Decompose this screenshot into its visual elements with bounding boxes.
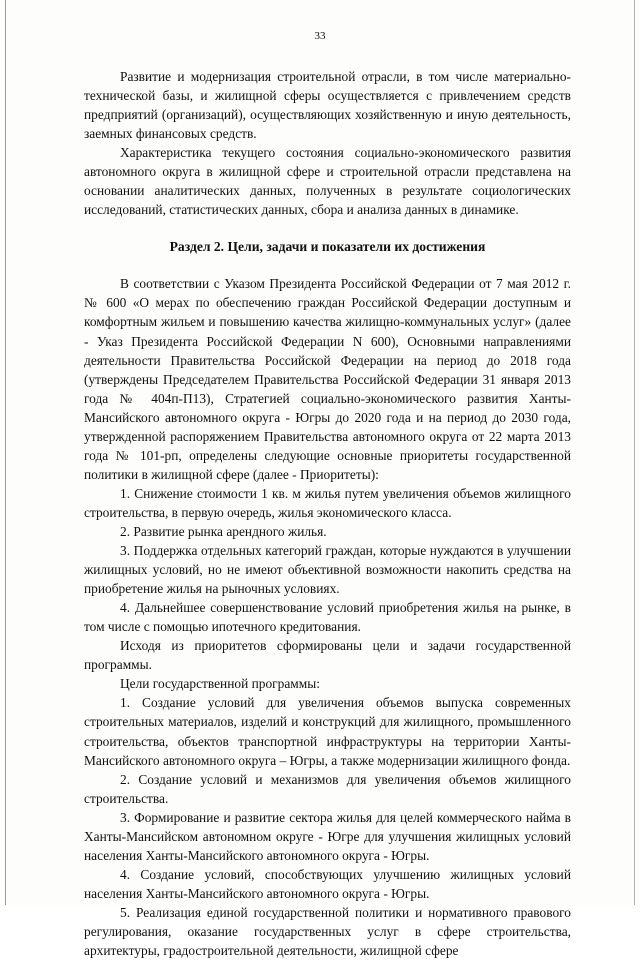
paragraph-decree: В соответствии с Указом Президента Российской Федерации от 7 мая 2012 г. № 600 «О мерах по обеспечению граждан Российской Федерации доступным и комфортным жильем и повышению качества жилищно-коммунальных услуг» (далее - Указ Президента Российской Федерации N 600), Основными направлениями деятельности Правительства Российской Федерации на период до 2018 года (утверждены Председателем Правительства Российской Федерации 31 января 2013 года № 404п-П13), Стратегией социально-экономического развития Ханты-Мансийского автономного округа - Югры до 2020 года и на период до 2030 года, утвержденной распоряжением Правительства автономного округа от 22 марта 2013 года № 101-рп, определены следующие основные приоритеты государственной политики в жилищной сфере (далее - Приоритеты): xyxy=(84,276,571,482)
scan-right-edge xyxy=(634,0,635,905)
goal-2: 2. Создание условий и механизмов для увеличения объемов жилищного строительства. xyxy=(84,771,571,806)
goal-3: 3. Формирование и развитие сектора жилья для целей коммерческого найма в Ханты-Мансийском автономном округе - Югре для улучшения жилищных условий населения Ханты-Мансийского автономного округа - Югры. xyxy=(84,809,571,863)
paragraph-goals-basis: Исходя из приоритетов сформированы цели и задачи государственной программы. xyxy=(84,638,571,673)
priority-4: 4. Дальнейшее совершенствование условий приобретения жилья на рынке, в том числе с помощью ипотечного кредитования. xyxy=(84,600,571,635)
goal-5: 5. Реализация единой государственной политики и нормативного правового регулирования, оказание государственных услуг в сфере строительства, архитектуры, градостроительной деятельности, жилищной сфере xyxy=(84,904,571,959)
page-number: 33 xyxy=(314,30,326,42)
goal-4: 4. Создание условий, способствующих улучшению жилищных условий населения Ханты-Мансийского автономного округа - Югры. xyxy=(84,866,571,901)
priority-3: 3. Поддержка отдельных категорий граждан, которые нуждаются в улучшении жилищных условий, но не имеют объективной возможности накопить средства на приобретение жилья на рыночных условиях. xyxy=(84,543,571,597)
document-body xyxy=(84,67,571,960)
intro-paragraph-1: Развитие и модернизация строительной отрасли, в том числе материально-технической базы, и жилищной сферы осуществляется с привлечением средств предприятий (организаций), осуществляющих хозяйственную и иную деятельность, заемных финансовых средств. xyxy=(84,69,571,142)
scan-left-edge xyxy=(5,0,6,905)
priority-2: 2. Развитие рынка арендного жилья. xyxy=(120,523,327,539)
section-heading: Раздел 2. Цели, задачи и показатели их достижения xyxy=(169,239,486,255)
intro-paragraph-2: Характеристика текущего состояния социально-экономического развития автономного округа в жилищной сфере и строительной отрасли представлена на основании аналитических данных, полученных в результате социологических исследований, статистических данных, сбора и анализа данных в динамике. xyxy=(84,145,571,218)
priority-1: 1. Снижение стоимости 1 кв. м жилья путем увеличения объемов жилищного строительства, в первую очередь, жилья экономического класса. xyxy=(84,485,571,520)
goal-1: 1. Создание условий для увеличения объемов выпуска современных строительных материалов, изделий и конструкций для жилищного, промышленного строительства, объектов транспортной инфраструктуры на территории Ханты-Мансийского автономного округа – Югры, а также модернизации жилищного фонда. xyxy=(84,695,571,768)
goals-heading: Цели государственной программы: xyxy=(120,676,320,692)
